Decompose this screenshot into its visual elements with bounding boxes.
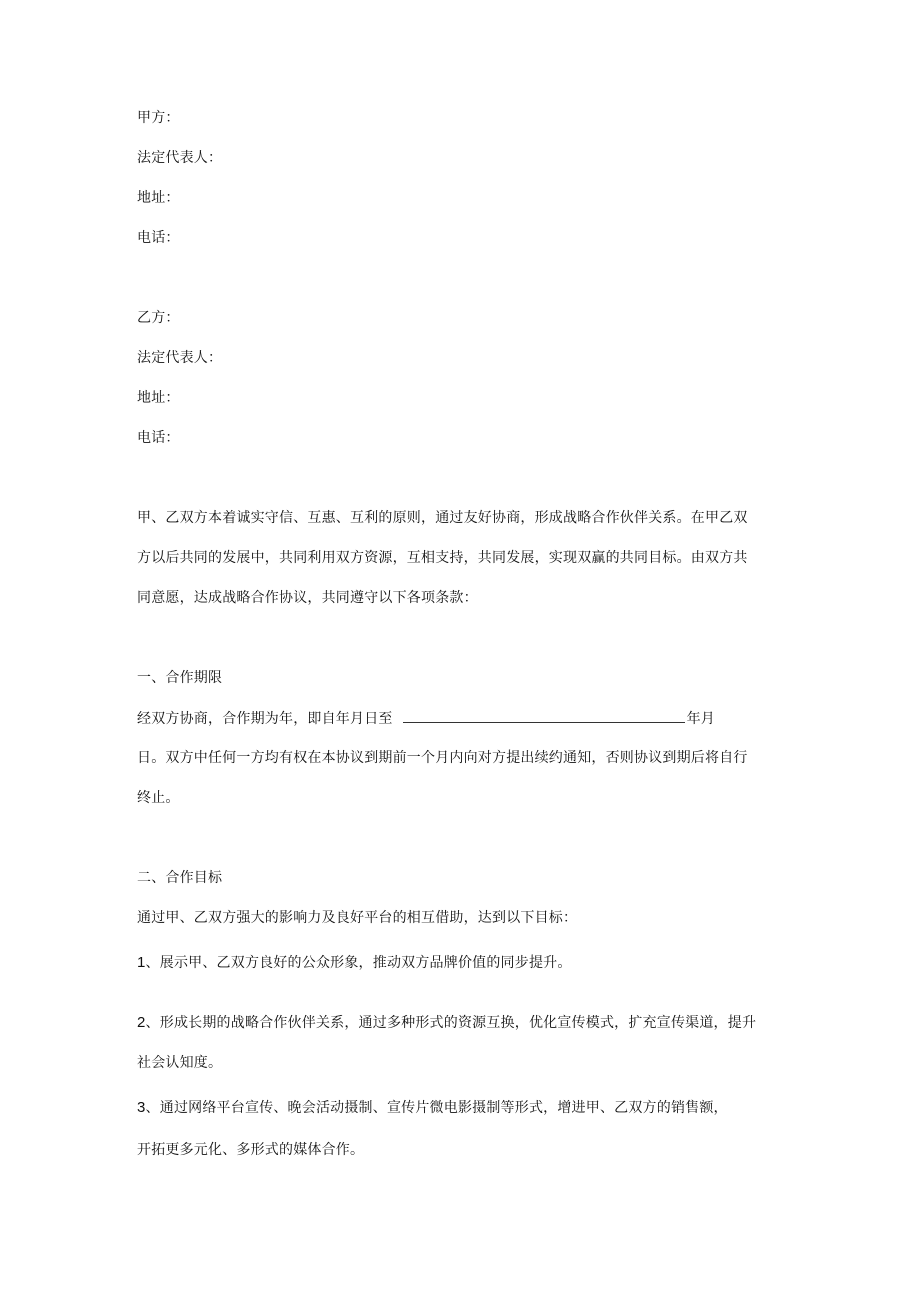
- party-a-rep-label: 法定代表人：: [137, 150, 223, 166]
- party-b-rep-label: 法定代表人：: [137, 350, 223, 366]
- goal-number: 2: [137, 1014, 146, 1031]
- goal-item: [137, 953, 572, 973]
- term-text-before: 经双方协商，合作期为年，即自年月日至: [137, 711, 393, 727]
- term-line: 终止。: [137, 790, 180, 806]
- section-heading-goals: 二、合作目标: [137, 870, 223, 886]
- preamble-line: 方以后共同的发展中，共同利用双方资源，互相支持，共同发展，实现双赢的共同目标。由双方共: [137, 550, 748, 566]
- goal-text: 、形成长期的战略合作伙伴关系，通过多种形式的资源互换，优化宣传模式，扩充宣传渠道，提升: [145, 1015, 757, 1031]
- section-heading-term: 一、合作期限: [137, 670, 223, 686]
- goal-text: 、通过网络平台宣传、晚会活动摄制、宣传片微电影摄制等形式，增进甲、乙双方的销售额，: [145, 1100, 728, 1116]
- fill-in-blank: [403, 708, 685, 723]
- party-b-label: 乙方：: [137, 310, 180, 326]
- preamble-line: 甲、乙双方本着诚实守信、互惠、互利的原则，通过友好协商，形成战略合作伙伴关系。在甲乙双: [137, 510, 748, 526]
- goal-item: [137, 1098, 728, 1118]
- party-b-phone-label: 电话：: [137, 430, 180, 446]
- goal-text-continued: 社会认知度。: [137, 1055, 223, 1071]
- party-b-address-label: 地址：: [137, 390, 180, 406]
- goals-intro: 通过甲、乙双方强大的影响力及良好平台的相互借助，达到以下目标：: [137, 910, 578, 926]
- goal-number: 3: [137, 1099, 146, 1116]
- term-line: [137, 708, 715, 729]
- party-a-phone-label: 电话：: [137, 230, 180, 246]
- goal-text: 、展示甲、乙双方良好的公众形象，推动双方品牌价值的同步提升。: [145, 955, 572, 971]
- term-text-after: 年月: [686, 711, 716, 727]
- preamble-line: 同意愿，达成战略合作协议，共同遵守以下各项条款：: [137, 590, 478, 606]
- goal-number: 1: [137, 954, 146, 971]
- goal-item: [137, 1013, 756, 1033]
- goal-text-continued: 开拓更多元化、多形式的媒体合作。: [137, 1142, 365, 1158]
- party-a-address-label: 地址：: [137, 190, 180, 206]
- term-line: 日。双方中任何一方均有权在本协议到期前一个月内向对方提出续约通知，否则协议到期后将自行: [137, 750, 748, 766]
- party-a-label: 甲方：: [137, 110, 180, 126]
